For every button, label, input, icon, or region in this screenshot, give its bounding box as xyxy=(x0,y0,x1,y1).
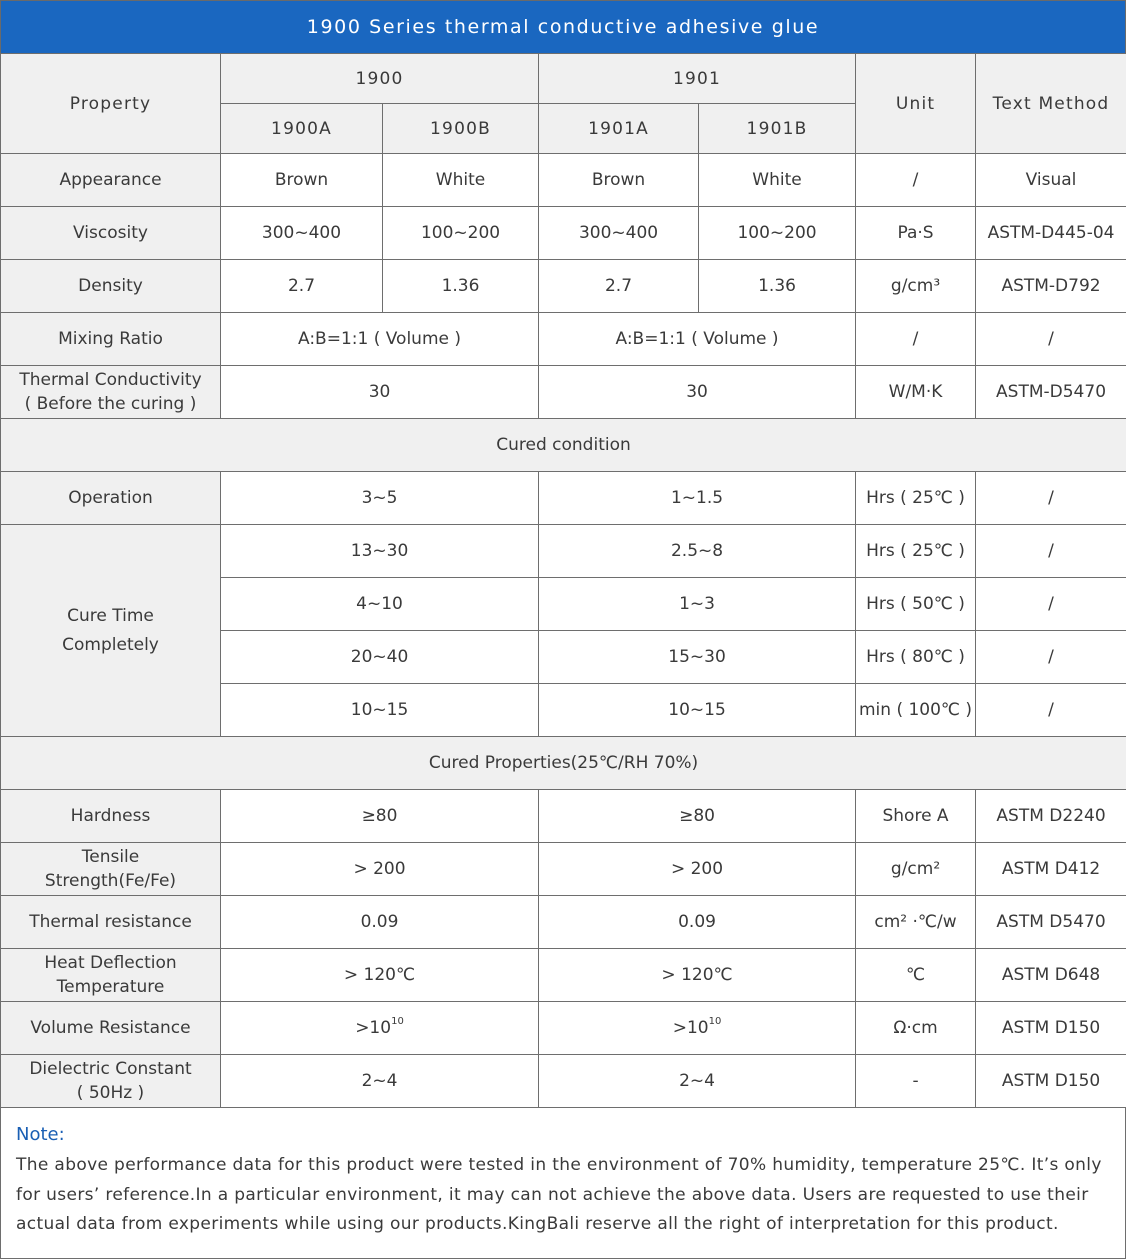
table-row-density xyxy=(1,260,1126,313)
method-cell: / xyxy=(976,313,1126,366)
value-cell-1900: > 200 xyxy=(221,843,539,896)
value-cell-1901: 0.09 xyxy=(539,896,856,949)
unit-cell: min ( 100℃ ) xyxy=(856,684,976,737)
header-property: Property xyxy=(1,54,221,154)
property-label-line2: Temperature xyxy=(56,977,165,997)
property-label xyxy=(1,525,221,737)
value-cell-1900: 3~5 xyxy=(221,472,539,525)
value-cell-1901: > 120℃ xyxy=(539,949,856,1002)
value-cell-1900: 4~10 xyxy=(221,578,539,631)
table-row-dielectric-constant xyxy=(1,1055,1126,1108)
property-label-line2: ( 50Hz ) xyxy=(76,1083,145,1103)
unit-cell: Hrs ( 25℃ ) xyxy=(856,525,976,578)
unit-cell: Pa·S xyxy=(856,207,976,260)
method-cell: / xyxy=(976,578,1126,631)
property-label: Volume Resistance xyxy=(1,1002,221,1055)
method-cell: / xyxy=(976,472,1126,525)
value-cell: 2.7 xyxy=(539,260,699,313)
property-label: Mixing Ratio xyxy=(1,313,221,366)
value-exponent: 10 xyxy=(708,1016,722,1028)
unit-cell: / xyxy=(856,154,976,207)
property-label: Density xyxy=(1,260,221,313)
table-row-thermal-resistance xyxy=(1,896,1126,949)
header-group-1900: 1900 xyxy=(221,54,539,104)
method-cell: ASTM D648 xyxy=(976,949,1126,1002)
note-box xyxy=(0,1107,1126,1259)
value-cell-1900 xyxy=(221,1002,539,1055)
table-row-mixing-ratio xyxy=(1,313,1126,366)
value-cell-1901: A:B=1:1 ( Volume ) xyxy=(539,313,856,366)
value-cell: Brown xyxy=(539,154,699,207)
table-row-volume-resistance xyxy=(1,1002,1126,1055)
value-cell-1900: > 120℃ xyxy=(221,949,539,1002)
method-cell: ASTM D412 xyxy=(976,843,1126,896)
value-cell-1901: 2.5~8 xyxy=(539,525,856,578)
method-cell: Visual xyxy=(976,154,1126,207)
property-label-line1: Heat Deflection xyxy=(44,953,177,973)
method-cell: ASTM D5470 xyxy=(976,896,1126,949)
property-label xyxy=(1,790,221,843)
value-cell: 1.36 xyxy=(699,260,856,313)
value-cell: 1.36 xyxy=(383,260,539,313)
spec-table xyxy=(0,53,1126,1108)
section-heading: Cured Properties(25℃/RH 70%) xyxy=(1,737,1126,790)
property-label xyxy=(1,366,221,419)
header-1900a: 1900A xyxy=(221,104,383,154)
property-label xyxy=(1,896,221,949)
unit-cell: Hrs ( 80℃ ) xyxy=(856,631,976,684)
value-cell-1901: 1~1.5 xyxy=(539,472,856,525)
value-cell-1901: 10~15 xyxy=(539,684,856,737)
table-row-viscosity xyxy=(1,207,1126,260)
value-cell-1900: 0.09 xyxy=(221,896,539,949)
value-cell-1901: 1~3 xyxy=(539,578,856,631)
value-cell-1900: 20~40 xyxy=(221,631,539,684)
header-1901a: 1901A xyxy=(539,104,699,154)
unit-cell: Hrs ( 50℃ ) xyxy=(856,578,976,631)
method-cell: ASTM D150 xyxy=(976,1055,1126,1108)
value-cell: 2.7 xyxy=(221,260,383,313)
value-cell: 300~400 xyxy=(539,207,699,260)
header-1901b: 1901B xyxy=(699,104,856,154)
unit-cell: g/cm² xyxy=(856,843,976,896)
value-cell: 100~200 xyxy=(699,207,856,260)
unit-cell: cm² ·℃/w xyxy=(856,896,976,949)
method-cell: ASTM D2240 xyxy=(976,790,1126,843)
value-cell: 300~400 xyxy=(221,207,383,260)
value-cell-1901: > 200 xyxy=(539,843,856,896)
method-cell: / xyxy=(976,631,1126,684)
table-row-tensile-strength xyxy=(1,843,1126,896)
value-cell-1901: 15~30 xyxy=(539,631,856,684)
property-label-line2: Completely xyxy=(62,634,159,655)
property-label-line1: Thermal resistance xyxy=(29,912,192,932)
unit-cell: W/M·K xyxy=(856,366,976,419)
value-cell-1900: ≥80 xyxy=(221,790,539,843)
value-cell-1901: ≥80 xyxy=(539,790,856,843)
value-base: >10 xyxy=(355,1018,392,1038)
method-cell: / xyxy=(976,525,1126,578)
property-label xyxy=(1,949,221,1002)
method-cell: ASTM-D792 xyxy=(976,260,1126,313)
value-cell: White xyxy=(383,154,539,207)
property-label-line1: Thermal Conductivity xyxy=(19,370,202,390)
unit-cell: Shore A xyxy=(856,790,976,843)
header-1900b: 1900B xyxy=(383,104,539,154)
table-row-appearance xyxy=(1,154,1126,207)
method-cell: / xyxy=(976,684,1126,737)
value-exponent: 10 xyxy=(391,1016,404,1028)
value-cell: Brown xyxy=(221,154,383,207)
value-cell: White xyxy=(699,154,856,207)
property-label: Viscosity xyxy=(1,207,221,260)
header-method: Text Method xyxy=(976,54,1126,154)
property-label: Appearance xyxy=(1,154,221,207)
property-label-line2: ( Before the curing ) xyxy=(24,394,197,414)
table-row-heat-deflection xyxy=(1,949,1126,1002)
header-group-1901: 1901 xyxy=(539,54,856,104)
unit-cell: - xyxy=(856,1055,976,1108)
section-heading: Cured condition xyxy=(1,419,1126,472)
property-label-line1: Tensile xyxy=(81,847,140,867)
property-label xyxy=(1,843,221,896)
method-cell: ASTM-D5470 xyxy=(976,366,1126,419)
unit-cell: g/cm³ xyxy=(856,260,976,313)
property-label: Operation xyxy=(1,472,221,525)
table-row-hardness xyxy=(1,790,1126,843)
method-cell: ASTM D150 xyxy=(976,1002,1126,1055)
section-row-cured-properties xyxy=(1,737,1126,790)
property-label-line1: Cure Time xyxy=(67,605,154,626)
value-cell-1900: A:B=1:1 ( Volume ) xyxy=(221,313,539,366)
unit-cell: Ω·cm xyxy=(856,1002,976,1055)
value-cell-1901 xyxy=(539,1002,856,1055)
property-label-line1: Dielectric Constant xyxy=(29,1059,192,1079)
value-cell-1900: 2~4 xyxy=(221,1055,539,1108)
method-cell: ASTM-D445-04 xyxy=(976,207,1126,260)
unit-cell: / xyxy=(856,313,976,366)
header-unit: Unit xyxy=(856,54,976,154)
value-cell-1901: 30 xyxy=(539,366,856,419)
property-label-line1: Hardness xyxy=(70,806,151,826)
note-label: Note: xyxy=(16,1124,65,1145)
table-title: 1900 Series thermal conductive adhesive glue xyxy=(0,0,1126,53)
note-text: The above performance data for this product were tested in the environment of 70% humidity, temperature 25℃. It’s only for users’ reference.In a particular environment, it may can not achieve the above data. Users are requested to use their actual data from experiments while using our products.KingBali reserve all the right of interpretation for this product. xyxy=(16,1155,1102,1234)
value-cell-1900: 13~30 xyxy=(221,525,539,578)
table-row-cure-time xyxy=(1,525,1126,578)
unit-cell: ℃ xyxy=(856,949,976,1002)
value-cell-1900: 10~15 xyxy=(221,684,539,737)
table-row-operation xyxy=(1,472,1126,525)
value-cell: 100~200 xyxy=(383,207,539,260)
table-row-thermal-conductivity xyxy=(1,366,1126,419)
section-row-cured-condition xyxy=(1,419,1126,472)
value-cell-1900: 30 xyxy=(221,366,539,419)
value-cell-1901: 2~4 xyxy=(539,1055,856,1108)
property-label-line2: Strength(Fe/Fe) xyxy=(44,871,177,891)
value-base: >10 xyxy=(672,1018,709,1038)
unit-cell: Hrs ( 25℃ ) xyxy=(856,472,976,525)
property-label xyxy=(1,1055,221,1108)
